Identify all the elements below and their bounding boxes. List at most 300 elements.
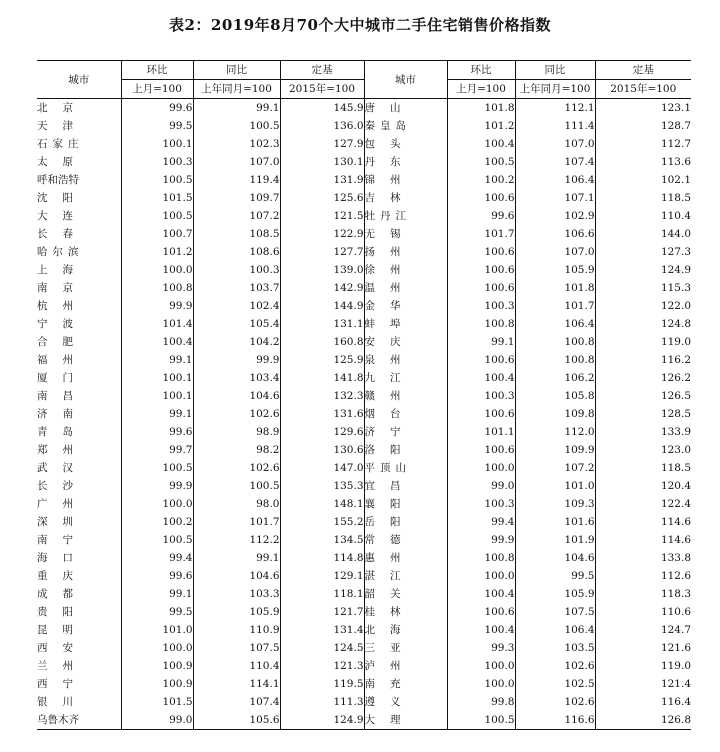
left-yoy-cell: 104.6 [193,387,280,405]
right-fixed-cell: 119.0 [660,336,691,348]
left-fixed-cell: 148.1 [280,495,364,513]
table-row [37,495,691,513]
left-yoy-cell: 99.9 [193,351,280,369]
right-city-cell: 蚌埠 [364,315,447,333]
right-mom-cell: 99.6 [447,207,515,225]
table-row [37,333,691,351]
table-title: 表2：2019年8月70个大中城市二手住宅销售价格指数 [169,16,551,34]
right-city-cell: 南充 [364,675,447,693]
right-yoy-cell: 102.5 [515,675,595,693]
right-mom-cell: 100.0 [447,657,515,675]
table-row [37,225,691,243]
right-yoy-cell: 101.8 [515,279,595,297]
col-subheader-fixed-right: 2015年=100 [595,80,691,99]
left-fixed-cell: 125.6 [280,189,364,207]
right-city-cell: 包头 [364,135,447,153]
right-fixed-cell: 123.0 [660,444,691,456]
right-city-cell: 济宁 [364,423,447,441]
right-yoy-cell: 107.1 [515,189,595,207]
left-fixed-cell: 145.9 [280,99,364,118]
right-city-cell: 惠州 [364,549,447,567]
left-city-cell: 重庆 [37,567,121,585]
left-fixed-cell: 119.5 [280,675,364,693]
col-subheader-mom-left: 上月=100 [121,80,193,99]
right-city-cell: 泉州 [364,351,447,369]
right-mom-cell: 101.1 [447,423,515,441]
left-mom-cell: 99.5 [121,603,193,621]
left-mom-cell: 99.1 [121,351,193,369]
right-yoy-cell: 107.5 [515,603,595,621]
right-yoy-cell: 101.6 [515,513,595,531]
left-mom-cell: 100.9 [121,675,193,693]
right-mom-cell: 100.3 [447,297,515,315]
right-fixed-cell: 112.7 [660,138,691,150]
left-fixed-cell: 114.8 [280,549,364,567]
right-yoy-cell: 107.0 [515,135,595,153]
left-yoy-cell: 103.7 [193,279,280,297]
table-row [37,315,691,333]
right-mom-cell: 100.0 [447,675,515,693]
right-fixed-cell: 118.3 [660,588,691,600]
col-header-fixed-left: 定基 [280,61,364,80]
right-yoy-cell: 101.7 [515,297,595,315]
left-mom-cell: 101.0 [121,621,193,639]
table-row [37,243,691,261]
left-yoy-cell: 112.2 [193,531,280,549]
right-city-cell: 常德 [364,531,447,549]
right-mom-cell: 99.9 [447,531,515,549]
right-city-cell: 赣州 [364,387,447,405]
left-yoy-cell: 103.4 [193,369,280,387]
col-header-mom-left: 环比 [121,61,193,80]
right-fixed-cell: 144.0 [660,228,691,240]
left-mom-cell: 100.2 [121,513,193,531]
table-row [37,279,691,297]
table-row [37,513,691,531]
right-mom-cell: 100.5 [447,711,515,730]
left-mom-cell: 99.9 [121,477,193,495]
right-yoy-cell: 109.9 [515,441,595,459]
left-fixed-cell: 160.8 [280,333,364,351]
right-fixed-cell: 112.6 [660,570,691,582]
left-yoy-cell: 107.0 [193,153,280,171]
right-fixed-cell: 122.4 [660,498,691,510]
right-fixed-cell: 121.4 [660,678,691,690]
right-mom-cell: 100.6 [447,441,515,459]
left-fixed-cell: 131.4 [280,621,364,639]
right-yoy-cell: 100.8 [515,351,595,369]
right-yoy-cell: 107.4 [515,153,595,171]
right-yoy-cell: 104.6 [515,549,595,567]
right-mom-cell: 101.7 [447,225,515,243]
right-city-cell: 徐州 [364,261,447,279]
right-mom-cell: 100.8 [447,315,515,333]
left-fixed-cell: 136.0 [280,117,364,135]
table-row [37,639,691,657]
left-fixed-cell: 118.1 [280,585,364,603]
left-yoy-cell: 105.4 [193,315,280,333]
right-city-cell: 金华 [364,297,447,315]
right-fixed-cell: 102.1 [660,174,691,186]
table-row [37,297,691,315]
right-fixed-cell: 118.5 [660,192,691,204]
left-city-cell: 昆明 [37,621,121,639]
left-mom-cell: 100.1 [121,135,193,153]
left-yoy-cell: 105.9 [193,603,280,621]
left-mom-cell: 100.7 [121,225,193,243]
right-fixed-cell: 124.7 [660,624,691,636]
right-mom-cell: 100.8 [447,549,515,567]
table-row [37,585,691,603]
left-mom-cell: 100.1 [121,369,193,387]
left-city-cell: 上海 [37,261,121,279]
left-city-cell: 杭州 [37,297,121,315]
left-fixed-cell: 130.6 [280,441,364,459]
left-mom-cell: 99.1 [121,585,193,603]
table-row [37,369,691,387]
left-yoy-cell: 104.6 [193,567,280,585]
left-city-cell: 郑州 [37,441,121,459]
right-mom-cell: 100.6 [447,279,515,297]
table-row [37,207,691,225]
table-row [37,405,691,423]
right-fixed-cell: 123.1 [660,102,691,114]
right-yoy-cell: 106.4 [515,621,595,639]
left-city-cell: 长沙 [37,477,121,495]
left-yoy-cell: 99.1 [193,549,280,567]
left-fixed-cell: 144.9 [280,297,364,315]
table-row [37,153,691,171]
left-fixed-cell: 127.9 [280,135,364,153]
left-city-cell: 青岛 [37,423,121,441]
left-yoy-cell: 99.1 [193,99,280,118]
right-fixed-cell: 119.0 [660,660,691,672]
right-fixed-cell: 110.6 [660,606,691,618]
left-fixed-cell: 124.5 [280,639,364,657]
right-city-cell: 秦皇岛 [364,117,447,135]
left-city-cell: 西宁 [37,675,121,693]
right-city-cell: 泸州 [364,657,447,675]
left-mom-cell: 100.5 [121,207,193,225]
right-mom-cell: 100.4 [447,369,515,387]
left-yoy-cell: 109.7 [193,189,280,207]
right-mom-cell: 100.4 [447,621,515,639]
right-fixed-cell: 126.5 [660,390,691,402]
left-mom-cell: 101.5 [121,189,193,207]
left-fixed-cell: 155.2 [280,513,364,531]
right-yoy-cell: 102.9 [515,207,595,225]
left-city-cell: 石家庄 [37,135,121,153]
left-city-cell: 贵阳 [37,603,121,621]
table-row [37,657,691,675]
left-fixed-cell: 121.3 [280,657,364,675]
left-fixed-cell: 125.9 [280,351,364,369]
left-city-cell: 南昌 [37,387,121,405]
left-mom-cell: 101.2 [121,243,193,261]
left-mom-cell: 100.9 [121,657,193,675]
right-city-cell: 湛江 [364,567,447,585]
right-city-cell: 襄阳 [364,495,447,513]
left-fixed-cell: 134.5 [280,531,364,549]
left-mom-cell: 100.0 [121,261,193,279]
right-yoy-cell: 100.8 [515,333,595,351]
table-row [37,171,691,189]
table-row [37,189,691,207]
right-mom-cell: 99.8 [447,693,515,711]
left-fixed-cell: 122.9 [280,225,364,243]
right-yoy-cell: 101.0 [515,477,595,495]
right-fixed-cell: 133.9 [660,426,691,438]
left-mom-cell: 100.5 [121,531,193,549]
left-fixed-cell: 121.7 [280,603,364,621]
left-fixed-cell: 131.9 [280,171,364,189]
left-city-cell: 宁波 [37,315,121,333]
col-header-fixed-right: 定基 [595,61,691,80]
right-fixed-cell: 124.8 [660,318,691,330]
left-yoy-cell: 102.3 [193,135,280,153]
right-city-cell: 唐山 [364,99,447,118]
col-header-mom-right: 环比 [447,61,515,80]
left-fixed-cell: 121.5 [280,207,364,225]
table-row [37,117,691,135]
left-city-cell: 合肥 [37,333,121,351]
left-city-cell: 大连 [37,207,121,225]
right-fixed-cell: 124.9 [660,264,691,276]
left-mom-cell: 100.8 [121,279,193,297]
left-yoy-cell: 100.3 [193,261,280,279]
right-mom-cell: 100.6 [447,243,515,261]
col-header-city-left: 城市 [37,61,121,99]
table-row [37,459,691,477]
right-fixed-cell: 126.2 [660,372,691,384]
right-fixed-cell: 128.7 [660,120,691,132]
right-city-cell: 洛阳 [364,441,447,459]
right-mom-cell: 100.2 [447,171,515,189]
left-city-cell: 哈尔滨 [37,243,121,261]
right-city-cell: 韶关 [364,585,447,603]
left-city-cell: 兰州 [37,657,121,675]
left-yoy-cell: 100.5 [193,477,280,495]
right-mom-cell: 101.8 [447,99,515,118]
left-city-cell: 天津 [37,117,121,135]
right-fixed-cell: 116.4 [660,696,691,708]
right-mom-cell: 100.6 [447,351,515,369]
left-fixed-cell: 132.3 [280,387,364,405]
left-city-cell: 银川 [37,693,121,711]
right-yoy-cell: 103.5 [515,639,595,657]
left-yoy-cell: 107.4 [193,693,280,711]
left-city-cell: 海口 [37,549,121,567]
left-yoy-cell: 104.2 [193,333,280,351]
left-mom-cell: 99.1 [121,405,193,423]
left-mom-cell: 101.4 [121,315,193,333]
left-city-cell: 沈阳 [37,189,121,207]
right-city-cell: 扬州 [364,243,447,261]
left-mom-cell: 99.7 [121,441,193,459]
table-row [37,351,691,369]
left-fixed-cell: 141.8 [280,369,364,387]
table-row [37,603,691,621]
right-mom-cell: 101.2 [447,117,515,135]
table-row [37,423,691,441]
right-fixed-cell: 118.5 [660,462,691,474]
right-yoy-cell: 116.6 [515,711,595,730]
left-yoy-cell: 119.4 [193,171,280,189]
left-fixed-cell: 130.1 [280,153,364,171]
right-fixed-cell: 133.8 [660,552,691,564]
left-yoy-cell: 98.0 [193,495,280,513]
left-fixed-cell: 124.9 [280,711,364,730]
left-fixed-cell: 111.3 [280,693,364,711]
right-yoy-cell: 109.8 [515,405,595,423]
right-yoy-cell: 106.2 [515,369,595,387]
col-header-yoy-left: 同比 [193,61,280,80]
right-yoy-cell: 112.0 [515,423,595,441]
left-mom-cell: 100.5 [121,171,193,189]
left-mom-cell: 100.1 [121,387,193,405]
left-fixed-cell: 131.1 [280,315,364,333]
left-yoy-cell: 108.6 [193,243,280,261]
right-yoy-cell: 112.1 [515,99,595,118]
left-mom-cell: 99.9 [121,297,193,315]
left-mom-cell: 100.3 [121,153,193,171]
col-header-city-right: 城市 [364,61,447,99]
right-yoy-cell: 102.6 [515,657,595,675]
left-mom-cell: 101.5 [121,693,193,711]
left-city-cell: 南宁 [37,531,121,549]
left-mom-cell: 100.0 [121,495,193,513]
left-city-cell: 深圳 [37,513,121,531]
left-mom-cell: 100.4 [121,333,193,351]
left-yoy-cell: 110.4 [193,657,280,675]
right-fixed-cell: 122.0 [660,300,691,312]
left-fixed-cell: 147.0 [280,459,364,477]
left-fixed-cell: 142.9 [280,279,364,297]
left-yoy-cell: 101.7 [193,513,280,531]
right-city-cell: 遵义 [364,693,447,711]
right-mom-cell: 100.6 [447,261,515,279]
right-fixed-cell: 128.5 [660,408,691,420]
left-mom-cell: 99.0 [121,711,193,730]
right-fixed-cell: 110.4 [660,210,691,222]
left-city-cell: 乌鲁木齐 [37,711,121,730]
left-yoy-cell: 102.6 [193,405,280,423]
price-index-table [37,60,691,730]
right-city-cell: 牡丹江 [364,207,447,225]
table-row [37,441,691,459]
right-yoy-cell: 109.3 [515,495,595,513]
left-yoy-cell: 108.5 [193,225,280,243]
right-mom-cell: 100.0 [447,567,515,585]
right-mom-cell: 100.3 [447,387,515,405]
left-city-cell: 长春 [37,225,121,243]
right-fixed-cell: 121.6 [660,642,691,654]
left-mom-cell: 99.5 [121,117,193,135]
left-city-cell: 北京 [37,99,121,118]
left-mom-cell: 100.0 [121,639,193,657]
right-mom-cell: 99.3 [447,639,515,657]
right-city-cell: 岳阳 [364,513,447,531]
left-yoy-cell: 107.5 [193,639,280,657]
left-fixed-cell: 129.6 [280,423,364,441]
right-city-cell: 北海 [364,621,447,639]
right-city-cell: 吉林 [364,189,447,207]
right-mom-cell: 99.0 [447,477,515,495]
left-fixed-cell: 131.6 [280,405,364,423]
table-row [37,675,691,693]
right-yoy-cell: 105.9 [515,261,595,279]
left-fixed-cell: 127.7 [280,243,364,261]
table-row [37,261,691,279]
right-city-cell: 九江 [364,369,447,387]
right-yoy-cell: 105.8 [515,387,595,405]
left-yoy-cell: 102.4 [193,297,280,315]
right-city-cell: 三亚 [364,639,447,657]
col-subheader-yoy-left: 上年同月=100 [193,80,280,99]
left-city-cell: 西安 [37,639,121,657]
right-fixed-cell: 114.6 [660,534,691,546]
left-yoy-cell: 98.9 [193,423,280,441]
left-city-cell: 成都 [37,585,121,603]
col-subheader-fixed-left: 2015年=100 [280,80,364,99]
left-city-cell: 南京 [37,279,121,297]
left-mom-cell: 99.6 [121,423,193,441]
table-row [37,549,691,567]
table-row [37,387,691,405]
right-mom-cell: 100.6 [447,405,515,423]
table-row [37,477,691,495]
right-mom-cell: 100.6 [447,603,515,621]
right-mom-cell: 99.1 [447,333,515,351]
left-mom-cell: 99.4 [121,549,193,567]
right-fixed-cell: 126.8 [595,711,691,730]
right-yoy-cell: 107.0 [515,243,595,261]
col-subheader-mom-right: 上月=100 [447,80,515,99]
right-yoy-cell: 111.4 [515,117,595,135]
left-yoy-cell: 103.3 [193,585,280,603]
left-city-cell: 济南 [37,405,121,423]
right-fixed-cell: 120.4 [660,480,691,492]
right-fixed-cell: 127.3 [660,246,691,258]
right-yoy-cell: 106.6 [515,225,595,243]
left-fixed-cell: 129.1 [280,567,364,585]
right-yoy-cell: 102.6 [515,693,595,711]
left-yoy-cell: 102.6 [193,459,280,477]
right-city-cell: 宜昌 [364,477,447,495]
right-city-cell: 烟台 [364,405,447,423]
table-row [37,693,691,711]
right-mom-cell: 99.4 [447,513,515,531]
right-city-cell: 安庆 [364,333,447,351]
left-yoy-cell: 98.2 [193,441,280,459]
table-row [37,711,691,730]
right-mom-cell: 100.4 [447,135,515,153]
left-city-cell: 太原 [37,153,121,171]
col-subheader-yoy-right: 上年同月=100 [515,80,595,99]
right-mom-cell: 100.6 [447,189,515,207]
left-city-cell: 广州 [37,495,121,513]
left-city-cell: 呼和浩特 [37,171,121,189]
table-row [37,99,691,118]
right-city-cell: 大理 [364,711,447,730]
right-city-cell: 桂林 [364,603,447,621]
table-row [37,567,691,585]
left-mom-cell: 100.5 [121,459,193,477]
right-city-cell: 丹东 [364,153,447,171]
left-mom-cell: 99.6 [121,99,193,118]
right-mom-cell: 100.5 [447,153,515,171]
table-row [37,621,691,639]
